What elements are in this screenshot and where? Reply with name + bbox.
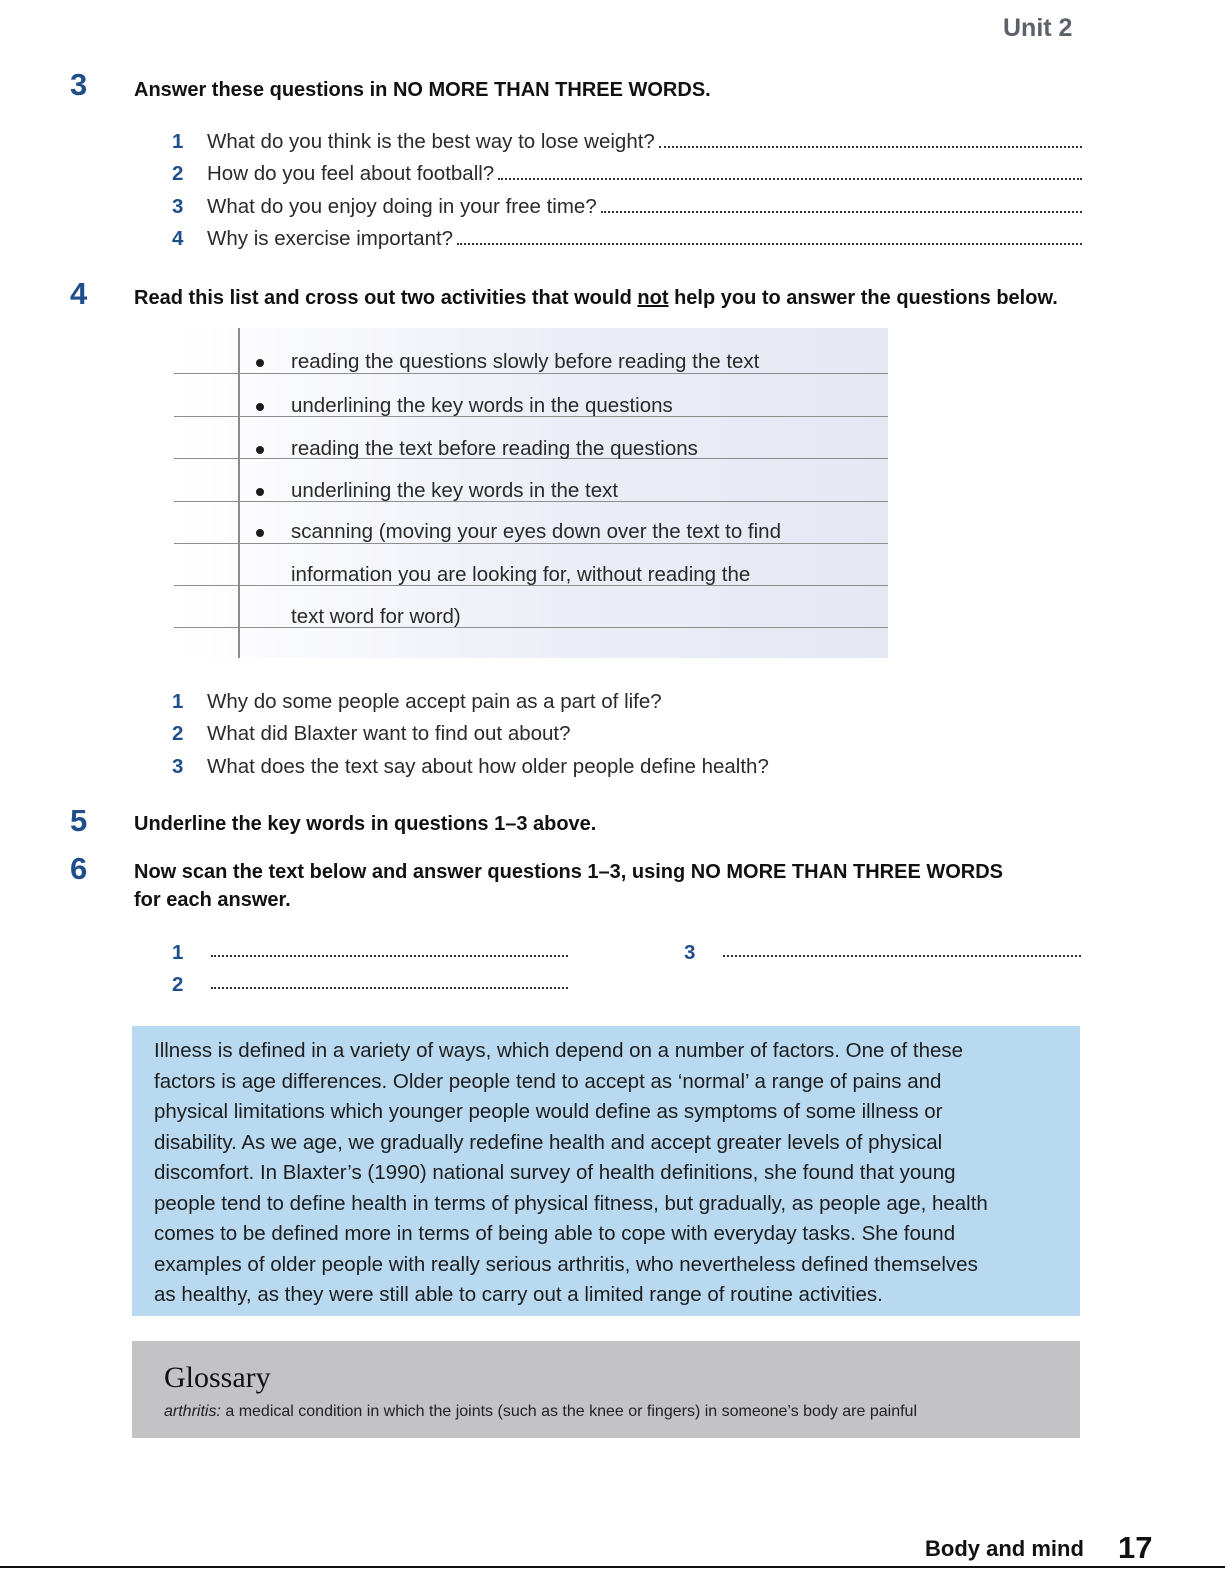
answer-number: 1 [172,941,184,964]
page-number: 17 [1118,1530,1153,1565]
answer-line[interactable] [659,128,1082,148]
footer-rule [0,1566,1225,1568]
answer-line[interactable] [498,160,1082,180]
exercise-3-number: 3 [70,67,88,102]
answer-line[interactable] [211,939,568,957]
exercise-5-number: 5 [70,803,88,838]
passage-line: comes to be defined more in terms of being able to cope with everyday tasks. She found [154,1222,956,1245]
underlined-not: not [637,287,669,309]
glossary-definition: a medical condition in which the joints (such as the knee or fingers) in someone’s body are painful [220,1403,917,1420]
ex3-question-3 [172,193,1082,221]
glossary-entry [164,1403,1080,1421]
activity-item[interactable]: underlining the key words in the questions [291,394,673,417]
question-number: 2 [172,722,184,745]
question-text: How do you feel about football? [207,162,495,185]
exercise-4-number: 4 [70,276,88,311]
exercise-5-instruction: Underline the key words in questions 1–3 above. [134,813,597,835]
answer-1 [172,939,568,967]
exercise-6-instruction-line-2: for each answer. [134,889,291,911]
question-text: What does the text say about how older people define health? [207,755,769,778]
exercise-4-instruction: Read this list and cross out two activities that would not help you to answer the questions below. [134,287,1058,309]
question-number: 1 [172,130,184,153]
answer-line[interactable] [601,193,1082,213]
bullet-icon [256,446,264,454]
glossary-box [132,1341,1080,1438]
ex4-question-3 [172,753,769,781]
passage-line: factors is age differences. Older people tend to accept as ‘normal’ a range of pains and [154,1069,942,1093]
margin-line [238,328,240,658]
activity-item-continued: information you are looking for, without reading the [291,563,751,586]
answer-line[interactable] [723,939,1081,957]
answer-3 [684,939,1081,967]
question-text: What do you enjoy doing in your free time? [207,195,597,218]
glossary-title: Glossary [164,1361,271,1394]
activity-item[interactable]: scanning (moving your eyes down over the text to find [291,520,781,543]
ex3-question-1 [172,128,1082,156]
passage-line: physical limitations which younger people would define as symptoms of some illness or [154,1100,943,1123]
activity-item[interactable]: reading the questions slowly before reading the text [291,350,760,373]
question-number: 2 [172,162,184,185]
answer-line[interactable] [211,971,568,989]
question-text: What did Blaxter want to find out about? [207,722,571,745]
bullet-icon [256,359,264,367]
answer-line[interactable] [457,225,1082,245]
activity-list-notepad [174,328,888,658]
activity-item-continued: text word for word) [291,605,461,628]
bullet-icon [256,488,264,496]
question-text: Why is exercise important? [207,227,454,250]
bullet-icon [256,403,264,411]
reading-passage [132,1026,1080,1316]
passage-line: discomfort. In Blaxter’s (1990) national survey of health definitions, she found that young [154,1161,956,1184]
glossary-term: arthritis: [164,1403,221,1420]
question-number: 3 [172,755,184,778]
activity-item[interactable]: reading the text before reading the questions [291,437,698,460]
passage-line: examples of older people with really serious arthritis, who nevertheless defined themselves [154,1252,978,1276]
question-number: 3 [172,195,184,218]
question-text: What do you think is the best way to lose weight? [207,130,655,153]
passage-line: people tend to define health in terms of physical fitness, but gradually, as people age, health [154,1191,988,1215]
passage-line: as healthy, as they were still able to carry out a limited range of routine activities. [154,1283,883,1306]
answer-number: 2 [172,973,184,996]
question-number: 1 [172,690,184,713]
ex4-question-1 [172,688,662,716]
exercise-6-instruction-line-1: Now scan the text below and answer questions 1–3, using NO MORE THAN THREE WORDS [134,861,1004,883]
bullet-icon [256,529,264,537]
answer-number: 3 [684,941,696,964]
ex3-question-2 [172,160,1082,188]
ex3-question-4 [172,225,1082,253]
ruled-line [174,627,888,628]
footer-unit-title: Body and mind [925,1536,1084,1561]
passage-line: disability. As we age, we gradually redefine health and accept greater levels of physical [154,1130,943,1154]
exercise-3-instruction: Answer these questions in NO MORE THAN THREE WORDS. [134,79,711,101]
unit-label: Unit 2 [1003,14,1073,42]
answer-2 [172,971,568,999]
ex4-question-2 [172,720,571,748]
exercise-6-number: 6 [70,851,88,886]
question-number: 4 [172,227,184,250]
question-text: Why do some people accept pain as a part of life? [207,690,662,713]
passage-line: Illness is defined in a variety of ways, which depend on a number of factors. One of these [154,1039,964,1062]
activity-item[interactable]: underlining the key words in the text [291,479,619,502]
